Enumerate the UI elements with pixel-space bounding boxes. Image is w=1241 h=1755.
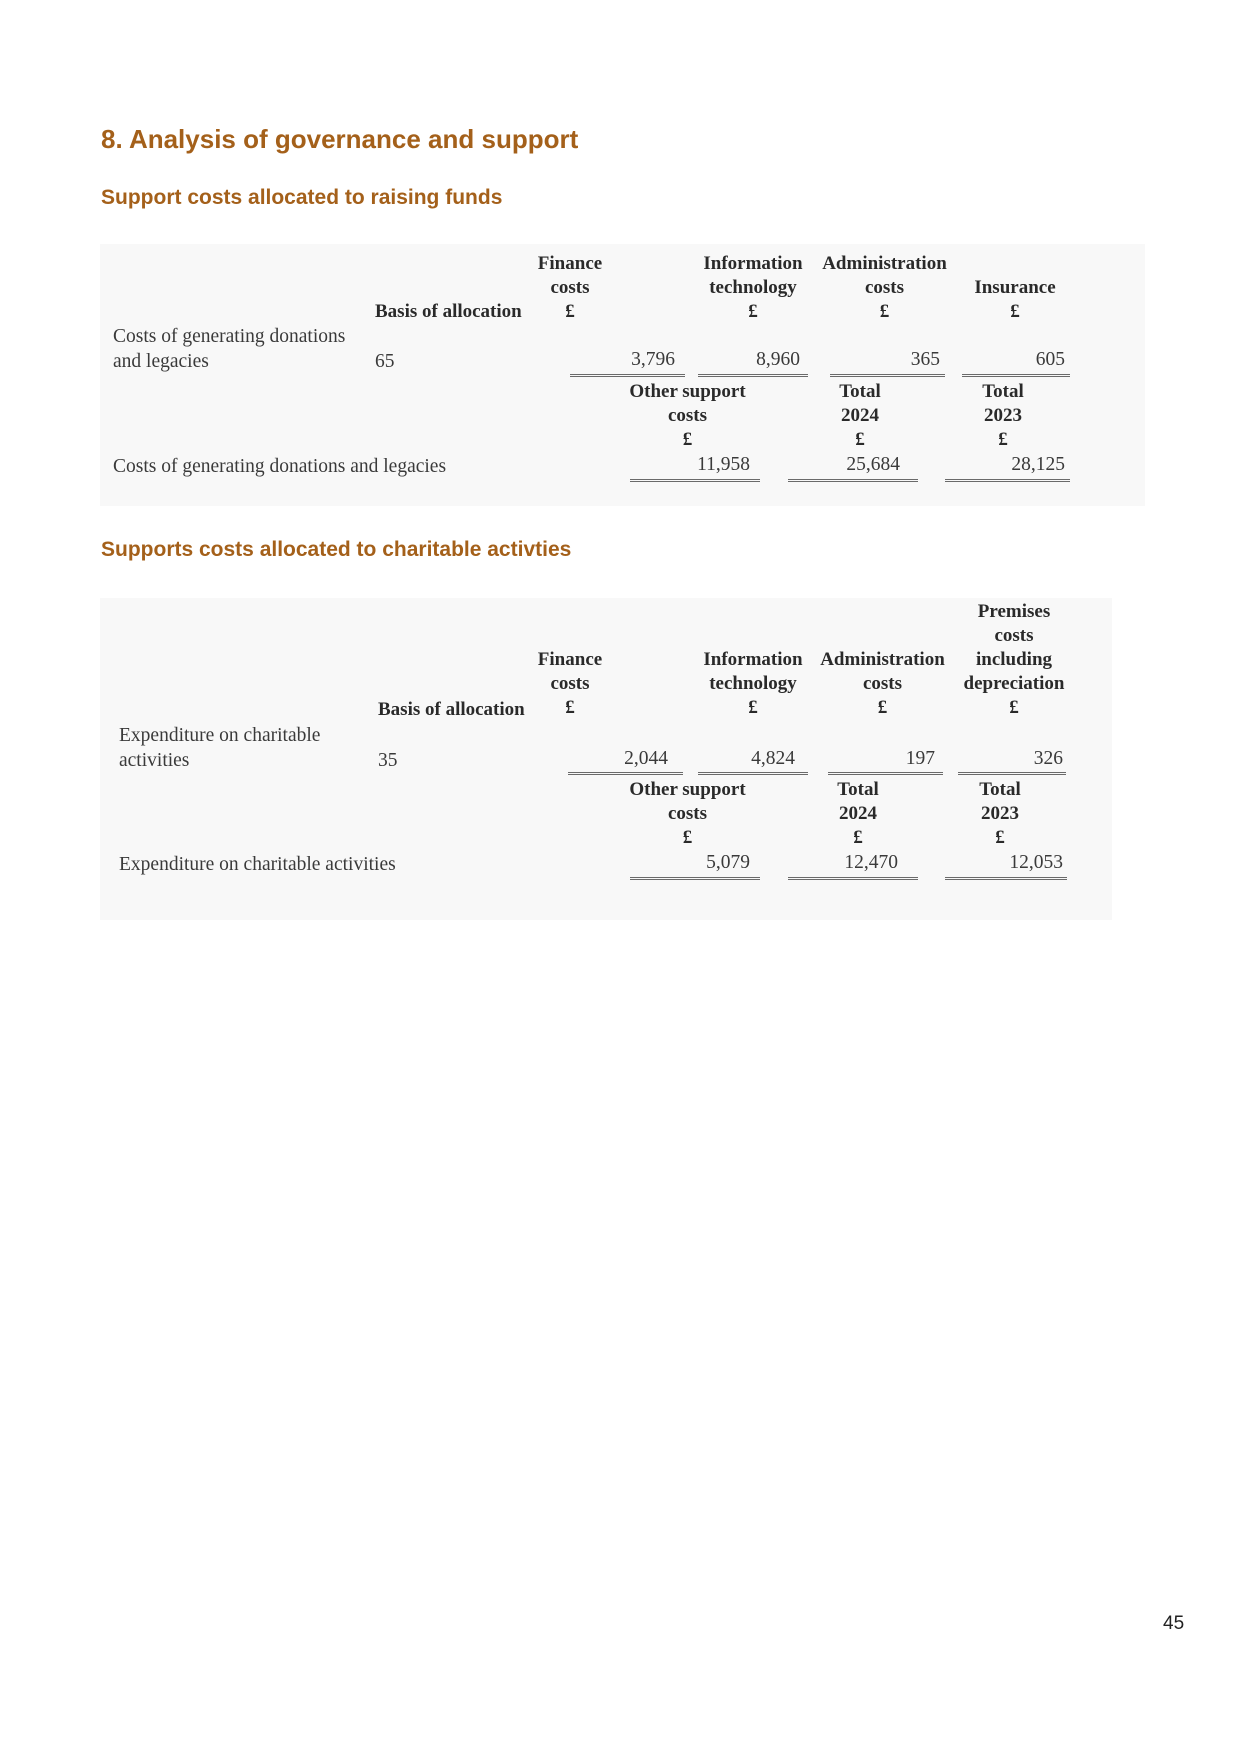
ch-finance-value: 2,044	[624, 748, 668, 769]
ch-underline	[568, 772, 683, 775]
fundraising-table-scan	[100, 244, 1145, 506]
ch-underline	[958, 772, 1066, 775]
fr-it-value: 8,960	[756, 349, 800, 370]
ch-underline	[945, 877, 1067, 880]
ch-total-2024-value: 12,470	[844, 852, 898, 873]
ch-row2-label: Expenditure on charitable activities	[119, 854, 396, 875]
fr-total-2023-value: 28,125	[1011, 454, 1065, 475]
ch-it-header: Information technology £	[703, 649, 803, 718]
fr-other-header: Other support costs £	[629, 381, 746, 450]
fr-admin-header: Administration costs £	[822, 253, 947, 322]
charitable-heading: Supports costs allocated to charitable activties	[101, 538, 572, 561]
fr-finance-value: 3,796	[631, 349, 675, 370]
fr-it-header: Information technology £	[703, 253, 803, 322]
ch-underline	[788, 877, 918, 880]
ch-other-header: Other support costs £	[629, 779, 746, 848]
fr-row2-label: Costs of generating donations and legacies	[113, 456, 447, 477]
ch-total-2024-header: Total 2024 £	[837, 779, 879, 848]
fr-row-label: Costs of generating donations and legacies	[113, 326, 346, 372]
fr-total-2024-value: 25,684	[846, 454, 900, 475]
fr-total-2024-header: Total 2024 £	[839, 381, 881, 450]
ch-basis-value: 35	[378, 750, 398, 771]
fr-underline	[788, 479, 918, 482]
fr-basis-header: Basis of allocation	[375, 301, 522, 322]
fr-finance-header: Finance costs £	[537, 253, 603, 322]
ch-finance-header: Finance costs £	[537, 649, 603, 718]
ch-total-2023-header: Total 2023 £	[979, 779, 1021, 848]
fr-basis-value: 65	[375, 351, 395, 372]
section-title: 8. Analysis of governance and support	[101, 124, 579, 154]
ch-admin-value: 197	[905, 748, 935, 769]
fr-insurance-value: 605	[1035, 349, 1065, 370]
fr-total-2023-header: Total 2023 £	[982, 381, 1024, 450]
fr-underline	[570, 374, 685, 377]
ch-underline	[828, 772, 943, 775]
ch-premises-value: 326	[1033, 748, 1063, 769]
ch-other-value: 5,079	[706, 852, 750, 873]
fr-admin-value: 365	[910, 349, 940, 370]
ch-premises-header: Premises costs including depreciation £	[963, 601, 1065, 718]
fr-underline	[830, 374, 945, 377]
ch-row-label: Expenditure on charitable activities	[119, 725, 321, 771]
fr-underline	[945, 479, 1070, 482]
ch-basis-header: Basis of allocation	[378, 699, 525, 720]
fr-underline	[630, 479, 760, 482]
ch-underline	[630, 877, 760, 880]
fr-underline	[962, 374, 1070, 377]
fundraising-heading: Support costs allocated to raising funds	[101, 186, 503, 209]
fr-other-value: 11,958	[697, 454, 750, 475]
fr-insurance-header: Insurance £	[974, 277, 1056, 322]
charitable-table-scan	[100, 598, 1112, 920]
fr-underline	[698, 374, 808, 377]
ch-total-2023-value: 12,053	[1009, 852, 1063, 873]
ch-admin-header: Administration costs £	[820, 649, 945, 718]
page-number: 45	[1163, 1613, 1185, 1634]
ch-it-value: 4,824	[751, 748, 795, 769]
ch-underline	[698, 772, 808, 775]
